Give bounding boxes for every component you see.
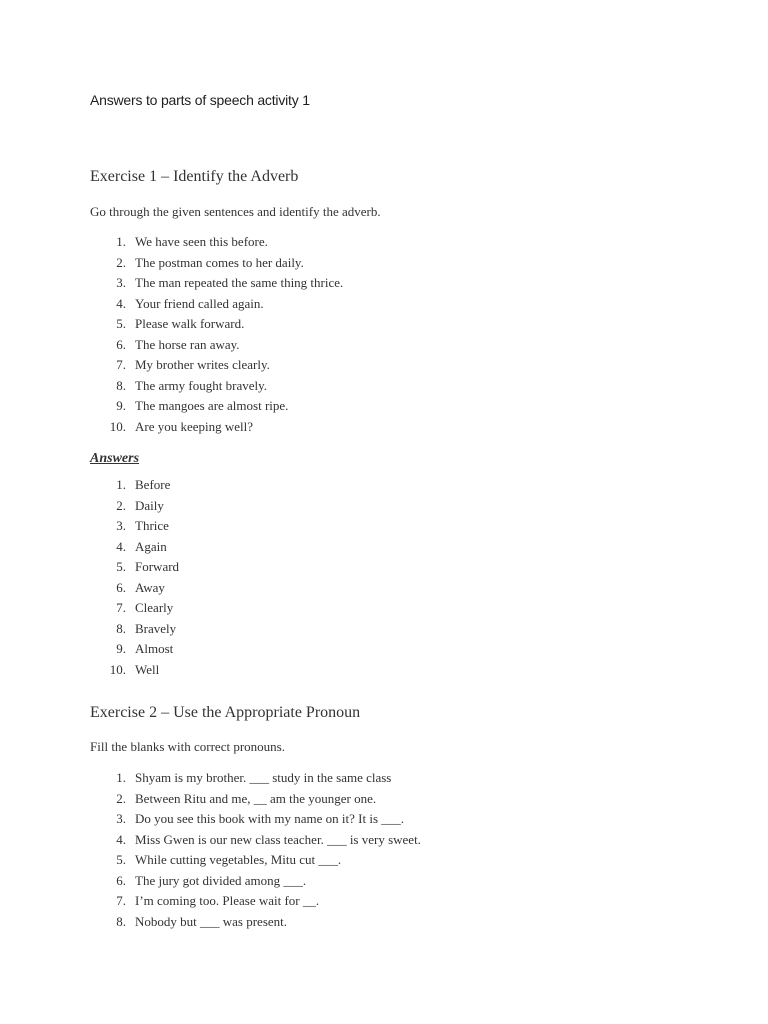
item-number: 3. bbox=[116, 518, 126, 533]
item-number: 6. bbox=[116, 336, 126, 352]
item-text: Do you see this book with my name on it? It is ___. bbox=[135, 811, 405, 826]
item-text: The postman comes to her daily. bbox=[135, 254, 304, 270]
item-text: Nobody but ___ was present. bbox=[135, 913, 288, 929]
item-number: 7. bbox=[116, 893, 126, 908]
item-text: The army fought bravely. bbox=[135, 377, 267, 393]
item-text: I’m coming too. Please wait for __. bbox=[135, 893, 320, 908]
item-text: Again bbox=[135, 538, 167, 554]
item-number: 5. bbox=[116, 559, 126, 574]
item-number: 3. bbox=[116, 811, 126, 826]
item-number: 4. bbox=[116, 295, 126, 311]
item-text: The jury got divided among ___. bbox=[135, 872, 307, 888]
item-number: 2. bbox=[116, 790, 126, 806]
item-text: Almost bbox=[135, 641, 174, 656]
item-text: Are you keeping well? bbox=[135, 418, 254, 434]
item-text: Between Ritu and me, __ am the younger one. bbox=[135, 790, 377, 806]
item-number: 10. bbox=[109, 418, 126, 434]
item-text: Miss Gwen is our new class teacher. ___ is very sweet. bbox=[135, 831, 421, 847]
item-text: Forward bbox=[135, 559, 180, 574]
item-number: 2. bbox=[116, 497, 126, 513]
item-number: 8. bbox=[116, 913, 126, 929]
exercise-2-heading: Exercise 2 – Use the Appropriate Pronoun bbox=[90, 704, 361, 721]
item-number: 8. bbox=[116, 620, 126, 636]
item-text: The man repeated the same thing thrice. bbox=[135, 275, 344, 290]
exercise-2-instruction: Fill the blanks with correct pronouns. bbox=[90, 739, 285, 754]
item-number: 2. bbox=[116, 254, 126, 270]
item-number: 3. bbox=[116, 275, 126, 290]
item-text: Away bbox=[135, 579, 165, 595]
exercise-1-instruction: Go through the given sentences and identify the adverb. bbox=[90, 204, 381, 219]
item-number: 6. bbox=[116, 579, 126, 595]
item-number: 1. bbox=[116, 234, 126, 249]
item-number: 4. bbox=[116, 831, 126, 847]
item-text: Before bbox=[135, 477, 171, 492]
answers-heading: Answers bbox=[90, 451, 140, 466]
item-text: Please walk forward. bbox=[135, 316, 245, 331]
item-number: 5. bbox=[116, 852, 126, 867]
item-number: 1. bbox=[116, 770, 126, 785]
document-title: Answers to parts of speech activity 1 bbox=[90, 92, 310, 108]
item-text: We have seen this before. bbox=[135, 234, 268, 249]
item-number: 6. bbox=[116, 872, 126, 888]
item-number: 9. bbox=[116, 398, 126, 413]
item-text: Your friend called again. bbox=[135, 295, 264, 311]
item-text: While cutting vegetables, Mitu cut ___. bbox=[135, 852, 342, 867]
item-number: 5. bbox=[116, 316, 126, 331]
item-text: Thrice bbox=[135, 518, 169, 533]
item-text: Well bbox=[135, 661, 160, 677]
item-number: 9. bbox=[116, 641, 126, 656]
item-text: Clearly bbox=[135, 600, 174, 615]
item-number: 7. bbox=[116, 357, 126, 372]
item-number: 7. bbox=[116, 600, 126, 615]
item-number: 10. bbox=[109, 661, 126, 677]
item-text: Daily bbox=[135, 497, 164, 513]
item-text: The horse ran away. bbox=[135, 336, 240, 352]
item-number: 1. bbox=[116, 477, 126, 492]
exercise-1-heading: Exercise 1 – Identify the Adverb bbox=[90, 168, 299, 185]
item-text: Bravely bbox=[135, 620, 177, 636]
item-number: 4. bbox=[116, 538, 126, 554]
item-text: Shyam is my brother. ___ study in the same class bbox=[135, 770, 392, 785]
item-number: 8. bbox=[116, 377, 126, 393]
item-text: The mangoes are almost ripe. bbox=[135, 398, 289, 413]
item-text: My brother writes clearly. bbox=[135, 357, 270, 372]
